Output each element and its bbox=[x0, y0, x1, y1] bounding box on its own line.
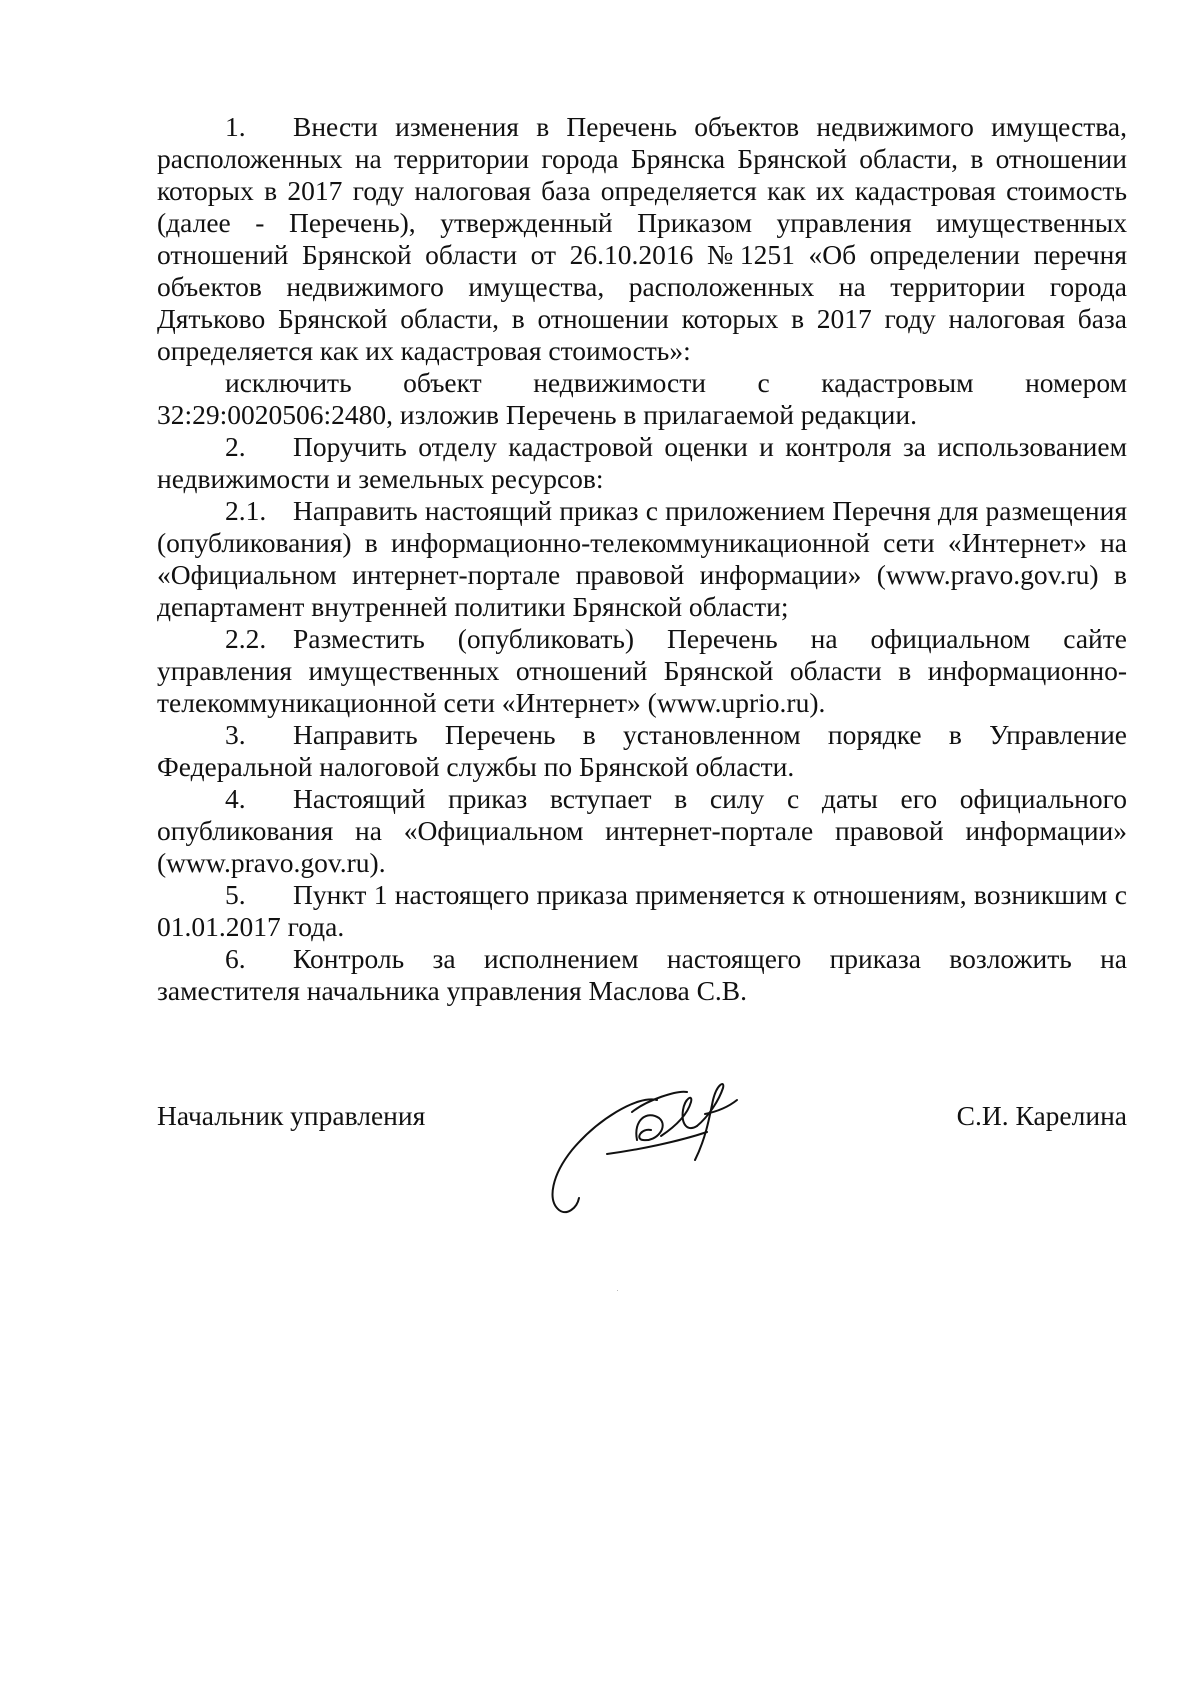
paragraph-text: Направить настоящий приказ с приложением Перечня для размещения (опубликования) в информационно-телекоммуникационной сети «Интернет» на «Официальном интернет-портале правовой информации» (www.pravo.gov.ru) в департамент внутренней политики Брянской области; bbox=[157, 495, 1127, 622]
paragraph-text: Настоящий приказ вступает в силу с даты его официального опубликования на «Официальном интернет-портале правовой информации» (www.pravo.gov.ru). bbox=[157, 783, 1127, 878]
paragraph-text: Направить Перечень в установленном порядке в Управление Федеральной налоговой службы по Брянской области. bbox=[157, 719, 1127, 782]
paragraph-4 bbox=[157, 783, 1127, 879]
paragraph-2-2 bbox=[157, 623, 1127, 719]
paragraph-number: 2. bbox=[225, 431, 246, 462]
paragraph-text: исключить объект недвижимости с кадастровым номером 32:29:0020506:2480, изложив Перечень в прилагаемой редакции. bbox=[157, 367, 1127, 430]
paragraph-6 bbox=[157, 943, 1127, 1007]
paragraph-2-1 bbox=[157, 495, 1127, 623]
paragraph-5 bbox=[157, 879, 1127, 943]
scan-speck bbox=[617, 1290, 618, 1291]
paragraph-text: Пункт 1 настоящего приказа применяется к отношениям, возникшим с 01.01.2017 года. bbox=[157, 879, 1127, 942]
handwritten-signature bbox=[537, 1070, 767, 1220]
signature-block bbox=[157, 1100, 1127, 1220]
paragraph-number: 5. bbox=[225, 879, 246, 910]
order-body bbox=[157, 111, 1127, 1007]
signatory-title: Начальник управления bbox=[157, 1100, 426, 1131]
paragraph-number: 6. bbox=[225, 943, 246, 974]
paragraph-3 bbox=[157, 719, 1127, 783]
paragraph-text: Поручить отделу кадастровой оценки и контроля за использованием недвижимости и земельных ресурсов: bbox=[157, 431, 1127, 494]
paragraph-text: Контроль за исполнением настоящего приказа возложить на заместителя начальника управления Маслова С.В. bbox=[157, 943, 1127, 1006]
paragraph-1-exclusion bbox=[157, 367, 1127, 431]
paragraph-text: Разместить (опубликовать) Перечень на официальном сайте управления имущественных отношений Брянской области в информационно-телекоммуникационной сети «Интернет» (www.uprio.ru). bbox=[157, 623, 1127, 718]
paragraph-2 bbox=[157, 431, 1127, 495]
signatory-name: С.И. Карелина bbox=[956, 1100, 1127, 1131]
paragraph-number: 2.2. bbox=[225, 623, 267, 654]
paragraph-1 bbox=[157, 111, 1127, 367]
paragraph-text: Внести изменения в Перечень объектов недвижимого имущества, расположенных на территории города Брянска Брянской области, в отношении которых в 2017 году налоговая база определяется как их кадастровая стоимость (далее - Перечень), утвержденный Приказом управления имущественных отношений Брянской области от 26.10.2016 №1251 «Об определении перечня объектов недвижимого имущества, расположенных на территории города Дятьково Брянской области, в отношении которых в 2017 году налоговая база определяется как их кадастровая стоимость»: bbox=[157, 111, 1127, 366]
paragraph-number: 4. bbox=[225, 783, 246, 814]
paragraph-number: 1. bbox=[225, 111, 246, 142]
paragraph-number: 3. bbox=[225, 719, 246, 750]
paragraph-number: 2.1. bbox=[225, 495, 267, 526]
